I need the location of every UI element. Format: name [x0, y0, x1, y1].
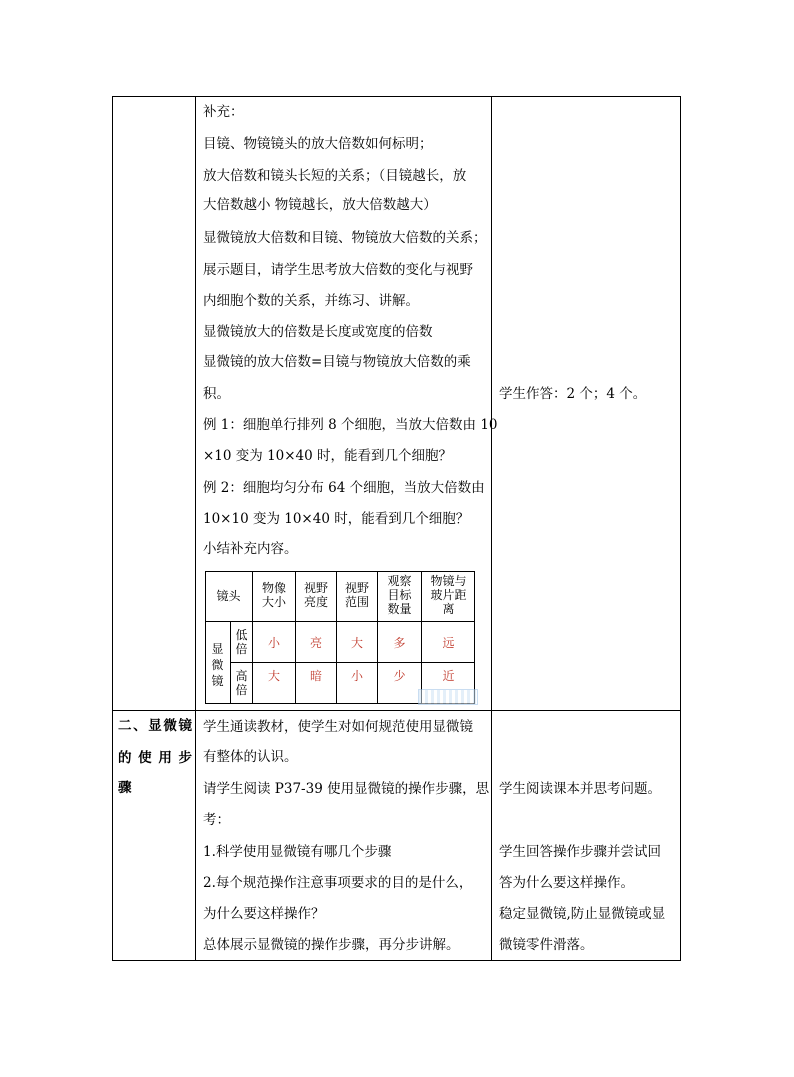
content-line: 1.科学使用显微镜有哪几个步骤 [203, 844, 392, 860]
row-label-high [231, 669, 252, 697]
cell-low-range: 大 [350, 636, 363, 650]
group-label-microscope [205, 641, 230, 689]
student-line: 学生阅读课本并思考问题。 [499, 781, 661, 797]
student-line: 微镜零件滑落。 [499, 937, 594, 953]
header-text: 大小 [261, 595, 286, 609]
cell-high-brightness: 暗 [309, 669, 322, 683]
content-line: 2.每个规范操作注意事项要求的目的是什么， [203, 875, 473, 891]
header-lens: 镜头 [216, 589, 241, 603]
content-line: 请学生阅读 P37-39 使用显微镜的操作步骤，思 [203, 781, 490, 797]
row-label-low [231, 628, 252, 656]
section-title-line [118, 742, 192, 774]
col-border-2 [491, 96, 492, 961]
content-line: 有整体的认识。 [203, 749, 298, 765]
header-text: 目标 [387, 588, 412, 602]
header-text: 离 [442, 602, 455, 616]
group-label-char: 显 [211, 642, 224, 656]
content-line: 小结补充内容。 [203, 541, 298, 557]
table-bottom-border [112, 960, 681, 961]
content-line: 积。 [203, 386, 230, 402]
content-line: 放大倍数和镜头长短的关系；（目镜越长，放 [203, 168, 467, 184]
content-line: 内细胞个数的关系，并练习、讲解。 [203, 293, 419, 309]
cell-high-size: 大 [267, 669, 280, 683]
group-label-char: 微 [211, 658, 224, 672]
header-text: 视野 [303, 581, 328, 595]
header-text: 玻片距 [430, 588, 467, 602]
cell-high-count: 少 [393, 669, 406, 683]
row-label-char: 倍 [235, 642, 248, 656]
header-objective-slide-distance [422, 574, 475, 616]
header-text: 数量 [387, 602, 412, 616]
watermark-stamp [418, 689, 478, 705]
row-label-char: 低 [235, 628, 248, 642]
title-text: 骤 [118, 780, 132, 796]
col-border-1 [195, 96, 196, 961]
title-text: 二、显微镜 [118, 718, 192, 734]
student-line: 稳定显微镜,防止显微镜或显 [499, 906, 666, 922]
magnification-comparison-table [205, 571, 475, 704]
section-title-line [118, 772, 192, 804]
cell-high-distance: 近 [442, 669, 455, 683]
header-field-range [337, 581, 377, 609]
student-line: 学生回答操作步骤并尝试回 [499, 844, 661, 860]
table-top-border [112, 96, 681, 97]
header-text: 观察 [387, 574, 412, 588]
group-label-char: 镜 [211, 674, 224, 688]
content-line: 10×10 变为 10×40 时，能看到几个细胞？ [203, 511, 470, 527]
cell-low-size: 小 [267, 636, 280, 650]
cell-low-brightness: 亮 [309, 636, 322, 650]
content-line: ×10 变为 10×40 时，能看到几个细胞？ [203, 448, 453, 464]
content-line: 展示题目，请学生思考放大倍数的变化与视野 [203, 262, 473, 278]
title-text: 的 使 用 步 [118, 750, 192, 766]
student-line: 答为什么要这样操作。 [499, 875, 634, 891]
header-text: 物镜与 [430, 574, 467, 588]
content-line: 显微镜的放大倍数=目镜与物镜放大倍数的乘 [203, 354, 471, 370]
content-line: 显微镜放大的倍数是长度或宽度的倍数 [203, 324, 433, 340]
content-line: 显微镜放大倍数和目镜、物镜放大倍数的关系； [203, 230, 487, 246]
cell-low-count: 多 [393, 636, 406, 650]
content-line: 例 1：细胞单行排列 8 个细胞，当放大倍数由 10 [203, 417, 498, 433]
cell-low-distance: 远 [442, 636, 455, 650]
header-text: 亮度 [303, 595, 328, 609]
content-line: 学生通读教材，使学生对如何规范使用显微镜 [203, 719, 473, 735]
content-line: 考： [203, 812, 230, 828]
cell-high-range: 小 [350, 669, 363, 683]
content-line: 总体展示显微镜的操作步骤，再分步讲解。 [203, 937, 460, 953]
header-text: 物像 [261, 581, 286, 595]
header-image-size [253, 581, 295, 609]
student-answer: 学生作答：2 个；4 个。 [499, 386, 647, 402]
header-text: 视野 [344, 581, 369, 595]
row-divider [112, 710, 681, 711]
content-line: 补充： [203, 104, 244, 120]
header-target-count [378, 574, 421, 616]
content-line: 为什么要这样操作？ [203, 906, 325, 922]
header-text: 范围 [344, 595, 369, 609]
header-field-brightness [296, 581, 336, 609]
content-line: 例 2：细胞均匀分布 64 个细胞，当放大倍数由 [203, 480, 485, 496]
content-line: 目镜、物镜镜头的放大倍数如何标明； [203, 136, 433, 152]
row-label-char: 倍 [235, 683, 248, 697]
section-title-line [118, 710, 192, 742]
content-line: 大倍数越小 物镜越长，放大倍数越大） [203, 197, 437, 213]
col-border-left [112, 96, 113, 961]
col-border-right [680, 96, 681, 961]
row-label-char: 高 [235, 669, 248, 683]
